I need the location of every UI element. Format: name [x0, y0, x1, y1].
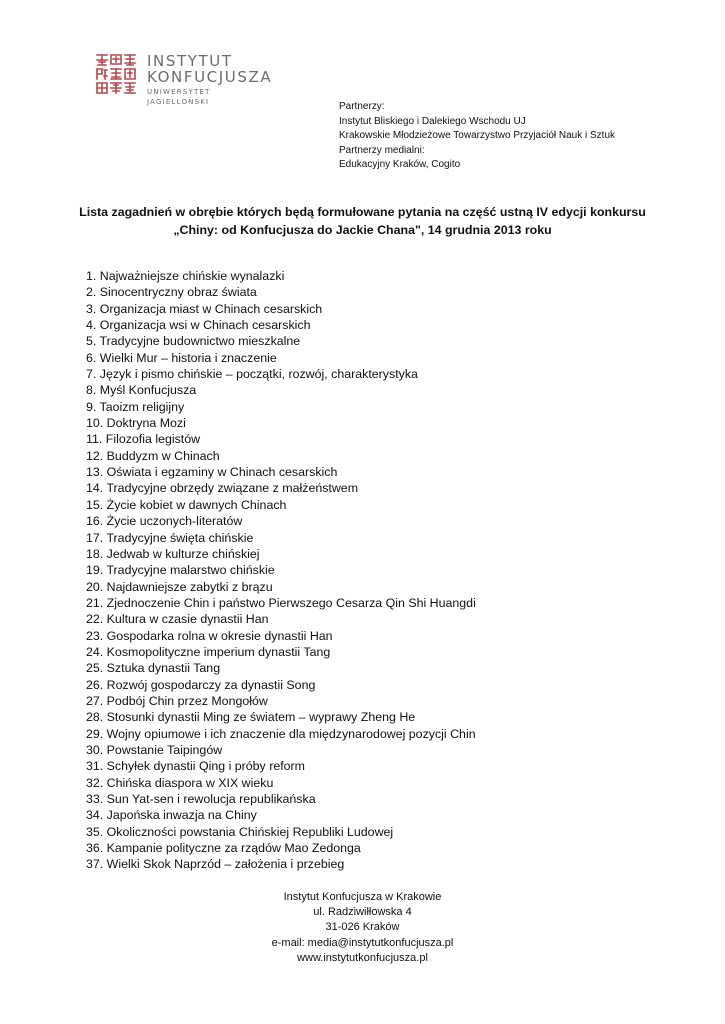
- topic-item: 16. Życie uczonych-literatów: [86, 514, 243, 529]
- footer-website[interactable]: www.instytutkonfucjusza.pl: [297, 951, 428, 964]
- topic-item: 7. Język i pismo chińskie – początki, rozwój, charakterystyka: [86, 367, 418, 382]
- topic-item: 23. Gospodarka rolna w okresie dynastii Han: [86, 628, 333, 643]
- partners-heading: Partnerzy:: [339, 101, 385, 112]
- topics-list: [86, 268, 476, 873]
- footer-email[interactable]: e-mail: media@instytutkonfucjusza.pl: [271, 936, 454, 949]
- topic-item: 33. Sun Yat-sen i rewolucja republikańska: [86, 792, 316, 806]
- topic-item: 19. Tradycyjne malarstwo chińskie: [86, 563, 275, 578]
- partner-item: Krakowskie Młodzieżowe Towarzystwo Przyjaciół Nauk i Sztuk: [339, 130, 616, 142]
- topic-item: 14. Tradycyjne obrzędy związane z małżeństwem: [86, 481, 359, 496]
- logo-line-1: INSTYTUT: [147, 52, 233, 70]
- topic-item: 4. Organizacja wsi w Chinach cesarskich: [86, 318, 311, 333]
- footer-street: ul. Radziwiłłowska 4: [313, 906, 412, 919]
- topic-item: 18. Jedwab w kulturze chińskiej: [86, 546, 260, 561]
- topic-item: 21. Zjednoczenie Chin i państwo Pierwszego Cesarza Qin Shi Huangdi: [86, 595, 476, 610]
- topic-item: 26. Rozwój gospodarczy za dynastii Song: [86, 677, 316, 692]
- footer-postcode: 31-026 Kraków: [325, 921, 400, 934]
- footer-address: [200, 890, 525, 966]
- title-line-2: „Chiny: od Konfucjusza do Jackie Chana", 14 grudnia 2013 roku: [173, 222, 552, 237]
- topic-item: 12. Buddyzm w Chinach: [86, 448, 220, 463]
- document-title: [40, 204, 685, 239]
- topic-item: 27. Podbój Chin przez Mongołów: [86, 693, 268, 708]
- topic-item: 13. Oświata i egzaminy w Chinach cesarskich: [86, 465, 338, 480]
- topic-item: 32. Chińska diaspora w XIX wieku: [86, 775, 274, 790]
- topic-item: 22. Kultura w czasie dynastii Han: [86, 612, 269, 627]
- topic-item: 28. Stosunki dynastii Ming ze światem – wyprawy Zheng He: [86, 710, 416, 725]
- topic-item: 37. Wielki Skok Naprzód – założenia i przebieg: [86, 857, 345, 872]
- topic-item: 30. Powstanie Taipingów: [86, 742, 223, 757]
- topic-item: 10. Doktryna Mozi: [86, 416, 186, 431]
- topic-item: 1. Najważniejsze chińskie wynalazki: [86, 269, 285, 283]
- footer-institute: Instytut Konfucjusza w Krakowie: [283, 891, 442, 903]
- partners-block: [339, 100, 615, 173]
- logo-wordmark: [147, 53, 272, 107]
- topic-item: 15. Życie kobiet w dawnych Chinach: [86, 497, 287, 512]
- partner-item: Instytut Bliskiego i Dalekiego Wschodu UJ: [339, 115, 526, 127]
- topic-item: 6. Wielki Mur – historia i znaczenie: [86, 350, 277, 365]
- topic-item: 25. Sztuka dynastii Tang: [86, 661, 221, 676]
- topic-item: 20. Najdawniejsze zabytki z brązu: [86, 579, 273, 594]
- media-partners-heading: Partnerzy medialni:: [339, 144, 425, 156]
- logo-line-2: KONFUCJUSZA: [147, 68, 273, 86]
- topic-item: 17. Tradycyjne święta chińskie: [86, 530, 254, 545]
- institute-logo: [94, 52, 273, 106]
- topic-item: 31. Schyłek dynastii Qing i próby reform: [86, 759, 305, 774]
- media-partner-item: Edukacyjny Kraków, Cogito: [339, 159, 461, 171]
- topic-item: 29. Wojny opiumowe i ich znaczenie dla międzynarodowej pozycji Chin: [86, 726, 476, 741]
- topic-item: 35. Okoliczności powstania Chińskiej Republiki Ludowej: [86, 824, 394, 839]
- topic-item: 9. Taoizm religijny: [86, 399, 185, 414]
- topic-item: 8. Myśl Konfucjusza: [86, 383, 197, 398]
- topic-item: 3. Organizacja miast w Chinach cesarskich: [86, 301, 323, 316]
- topic-item: 34. Japońska inwazja na Chiny: [86, 808, 257, 823]
- chinese-seal-icon: [94, 52, 138, 96]
- logo-subtitle: UNIWERSYTET JAGIELLOŃSKI: [147, 88, 211, 106]
- topic-item: 2. Sinocentryczny obraz świata: [86, 285, 257, 300]
- title-line-1: Lista zagadnień w obrębie których będą formułowane pytania na część ustną IV edycji konkursu: [79, 205, 646, 219]
- topic-item: 36. Kampanie polityczne za rządów Mao Zedonga: [86, 841, 361, 856]
- topic-item: 5. Tradycyjne budownictwo mieszkalne: [86, 334, 301, 349]
- topic-item: 24. Kosmopolityczne imperium dynastii Tang: [86, 644, 331, 659]
- topic-item: 11. Filozofia legistów: [86, 432, 201, 447]
